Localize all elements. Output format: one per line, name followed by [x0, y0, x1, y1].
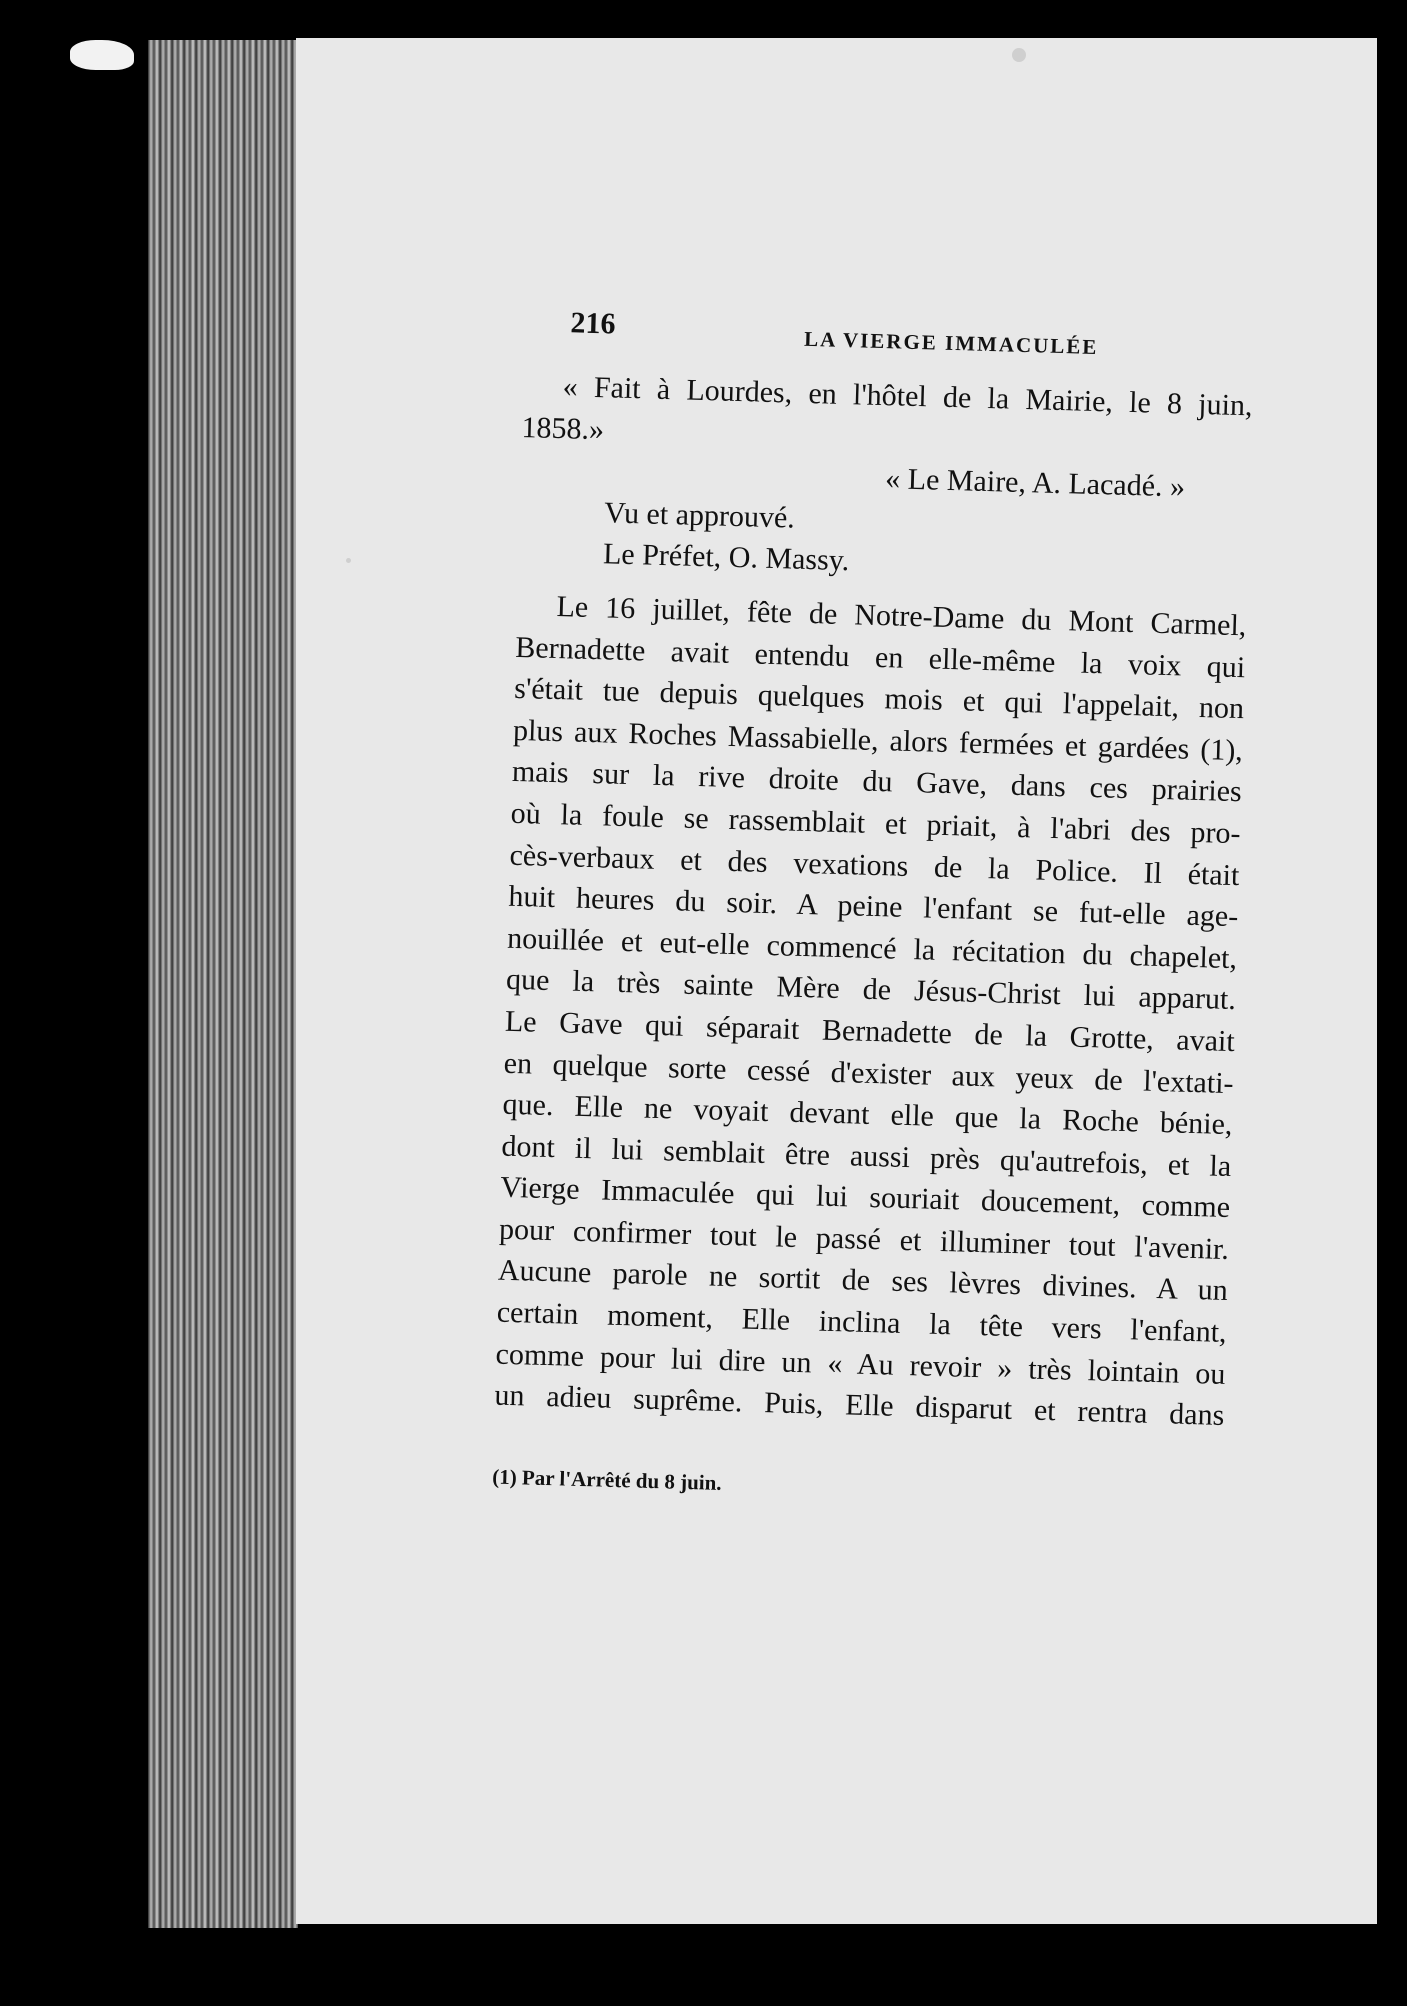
mayor-signature: « Le Maire, A. Lacadé. » — [884, 462, 1186, 504]
text-line: Le 16 juillet, fête de Notre-Dame du Mont Carmel, — [556, 589, 1247, 643]
page-text — [492, 305, 1255, 1518]
text-line: dont il lui semblait être aussi près qu'autrefois, et la — [501, 1129, 1232, 1183]
quote-block — [518, 365, 1254, 593]
approval-line: Vu et approuvé. — [603, 496, 796, 535]
text-line: Aucune parole ne sortit de ses lèvres divines. A un — [497, 1254, 1229, 1308]
text-line: un adieu suprême. Puis, Elle disparut et rentra dans — [494, 1378, 1225, 1433]
text-line: certain moment, Elle inclina la tête vers l'enfant, — [496, 1295, 1228, 1350]
text-line: pour confirmer tout le passé et illuminer tout l'avenir. — [498, 1212, 1230, 1266]
text-line: en quelque sorte cessé d'exister aux yeux de l'extati- — [503, 1046, 1235, 1100]
quote-line: « Fait à Lourdes, en l'hôtel de la Mairie, le 8 juin, — [562, 370, 1253, 423]
text-line: nouillée et eut-elle commencé la récitation du chapelet, — [506, 921, 1238, 975]
speck — [1012, 48, 1026, 62]
text-line: huit heures du soir. A peine l'enfant se fut-elle age- — [508, 879, 1239, 934]
footnote: (1) Par l'Arrêté du 8 juin. — [491, 1464, 722, 1495]
speck — [346, 558, 351, 563]
text-line: mais sur la rive droite du Gave, dans ces prairies — [511, 755, 1243, 809]
text-line: cès-verbaux et des vexations de la Police. Il était — [509, 838, 1240, 892]
text-line: Bernadette avait entendu en elle-même la voix qui — [514, 630, 1246, 684]
page-number: 216 — [570, 306, 616, 341]
text-line: que la très sainte Mère de Jésus-Christ lui apparut. — [505, 963, 1237, 1017]
quote-line: 1858.» — [521, 410, 605, 446]
text-line: Vierge Immaculée qui lui souriait doucement, comme — [499, 1170, 1231, 1225]
text-line: où la foule se rassemblait et priait, à l'abri des pro- — [510, 796, 1241, 851]
page-edges — [148, 40, 298, 1928]
running-head: LA VIERGE IMMACULÉE — [803, 326, 1099, 360]
text-line: s'était tue depuis quelques mois et qui l'appelait, non — [513, 672, 1245, 726]
text-line: comme pour lui dire un « Au revoir » très lointain ou — [495, 1337, 1226, 1391]
prefect-line: Le Préfet, O. Massy. — [602, 537, 850, 578]
text-line: plus aux Roches Massabielle, alors fermées et gardées (1), — [512, 713, 1244, 767]
text-line: que. Elle ne voyait devant elle que la Roche bénie, — [502, 1087, 1233, 1142]
text-line: Le Gave qui séparait Bernadette de la Grotte, avait — [504, 1004, 1236, 1059]
paper-blot — [70, 40, 134, 70]
body-paragraph — [494, 585, 1247, 1437]
